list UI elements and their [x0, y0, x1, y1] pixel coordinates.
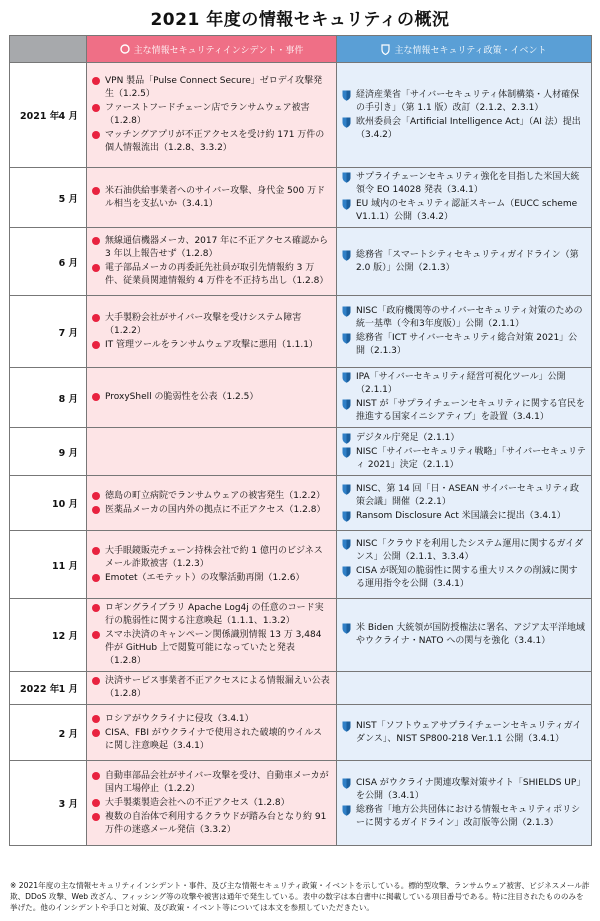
table-row	[10, 228, 592, 296]
policy-item	[342, 804, 586, 830]
header-policies-label: 主な情報セキュリティ政策・イベント	[394, 45, 547, 56]
shield-icon	[342, 447, 351, 458]
red-dot-icon	[92, 677, 100, 685]
shield-icon	[342, 721, 351, 732]
shield-icon	[342, 778, 351, 789]
red-dot-icon	[92, 799, 100, 807]
shield-icon	[342, 511, 351, 522]
incident-item	[92, 185, 331, 211]
policies-cell	[337, 672, 592, 705]
table-row	[10, 599, 592, 672]
shield-icon	[342, 250, 351, 261]
date-cell	[10, 296, 87, 368]
incident-text: 米石油供給事業者へのサイバー攻撃、身代金 500 万ドル相当を支払いか（3.4.1）	[105, 185, 326, 209]
month-label: 9 月	[58, 447, 78, 459]
red-dot-icon	[92, 77, 100, 85]
month-label: 12 月	[51, 631, 78, 642]
table-row	[10, 428, 592, 476]
incident-item	[92, 713, 331, 726]
incident-item	[92, 602, 331, 628]
table-row	[10, 761, 592, 846]
policy-text: 欧州委員会「Artificial Intelligence Act」（AI 法）提出（3.4.2）	[356, 116, 581, 140]
policy-text: 米 Biden 大統領が国防授権法に署名、アジア太平洋地域やウクライナ・NATO への関与を強化（3.4.1）	[356, 623, 585, 646]
policies-cell	[337, 599, 592, 672]
policy-item	[342, 446, 586, 472]
red-dot-icon	[92, 715, 100, 723]
incidents-cell	[87, 168, 337, 228]
year-label: 2021 年	[20, 111, 60, 122]
incident-text: ロシアがウクライナに侵攻（3.4.1）	[105, 713, 254, 724]
policy-item	[342, 538, 586, 564]
header-incidents	[87, 36, 337, 63]
red-dot-icon	[92, 264, 100, 272]
policy-text: NISC、第 14 回「日・ASEAN サイバーセキュリティ政策会議」開催（2.2.1）	[356, 484, 579, 507]
month-label: 1 月	[58, 684, 78, 695]
incidents-cell	[87, 476, 337, 531]
year-label: 2022 年	[20, 684, 60, 695]
footnote: ※ 2021年度の主な情報セキュリティインシデント・事件、及び主な情報セキュリティ政策・イベントを示している。標的型攻撃、ランサムウェア被害、ビジネスメール詐欺、DDoS 攻撃、Web 改ざん、フィッシング等の攻撃や被害は通年で発生している。表中の数字は本白書中に掲載している項目番号である。特に注目されたもののみを挙げた。他のインシデントや手口と対策、及び政策・イベント等については本文を参照していただきたい。	[10, 881, 590, 912]
shield-icon	[342, 199, 351, 210]
policy-text: NIST「ソフトウェアサプライチェーンセキュリティガイダンス」、NIST SP800-218 Ver.1.1 公開（3.4.1）	[356, 720, 582, 744]
month-label: 3 月	[58, 799, 78, 810]
date-cell	[10, 531, 87, 599]
incident-item	[92, 797, 331, 810]
shield-icon	[342, 172, 351, 183]
red-dot-icon	[92, 729, 100, 737]
policy-item	[342, 249, 586, 275]
policy-text: NISC「クラウドを利用したシステム運用に関するガイダンス」公開（2.1.1、3.3.4）	[356, 539, 584, 562]
red-dot-icon	[92, 547, 100, 555]
date-cell	[10, 672, 87, 705]
red-dot-icon	[92, 772, 100, 780]
date-cell	[10, 228, 87, 296]
red-dot-icon	[92, 492, 100, 500]
incident-item	[92, 391, 331, 404]
policy-item	[342, 371, 586, 397]
shield-icon	[342, 805, 351, 816]
policy-item	[342, 171, 586, 197]
circle-icon	[120, 44, 130, 54]
red-dot-icon	[92, 813, 100, 821]
shield-icon	[342, 484, 351, 495]
incidents-cell	[87, 599, 337, 672]
policy-text: IPA「サイバーセキュリティ経営可視化ツール」公開（2.1.1）	[356, 372, 566, 395]
incident-text: ProxyShell の脆弱性を公表（1.2.5）	[105, 392, 259, 402]
policy-text: 総務省「スマートシティセキュリティガイドライン（第 2.0 版）」公開（2.1.3）	[356, 249, 579, 273]
incident-item	[92, 129, 331, 155]
incident-text: Emotet（エモテット）の攻撃活動再開（1.2.6）	[105, 572, 305, 583]
policy-item	[342, 332, 586, 358]
shield-icon	[342, 333, 351, 344]
red-dot-icon	[92, 393, 100, 401]
policy-text: 総務省「地方公共団体における情報セキュリティポリシーに関するガイドライン」改訂版等公開（2.1.3）	[356, 804, 581, 828]
incidents-cell	[87, 705, 337, 761]
date-cell	[10, 599, 87, 672]
policies-cell	[337, 168, 592, 228]
incident-text: ファーストフードチェーン店でランサムウェア被害（1.2.8）	[105, 103, 310, 126]
policy-text: NIST が「サプライチェーンセキュリティに関する官民を推進する国家イニシアティブ」を設置（3.4.1）	[356, 399, 585, 422]
month-label: 4 月	[58, 111, 78, 122]
incident-text: 徳島の町立病院でランサムウェアの被害発生（1.2.2）	[105, 490, 326, 501]
incident-item	[92, 75, 331, 101]
table-row	[10, 368, 592, 428]
incidents-cell	[87, 761, 337, 846]
month-label: 10 月	[51, 499, 78, 510]
policy-item	[342, 198, 586, 224]
date-cell	[10, 428, 87, 476]
policies-cell	[337, 761, 592, 846]
incident-text: 無線通信機器メーカ、2017 年に不正アクセス確認から 3 年以上報告せず（1.2.8）	[105, 236, 328, 259]
policies-cell	[337, 63, 592, 168]
policy-text: EU 域内のセキュリティ認証スキーム（EUCC scheme V1.1.1）公開（3.4.2）	[356, 199, 578, 222]
policy-item	[342, 622, 586, 648]
page-title: 2021 年度の情報セキュリティの概況	[150, 10, 450, 30]
date-cell	[10, 168, 87, 228]
date-cell	[10, 761, 87, 846]
date-cell	[10, 368, 87, 428]
incident-item	[92, 811, 331, 837]
incident-text: マッチングアプリが不正アクセスを受け約 171 万件の個人情報流出（1.2.8、3.3.2）	[105, 130, 325, 153]
table-row	[10, 705, 592, 761]
overview-table	[9, 35, 592, 846]
month-label: 7 月	[58, 327, 78, 339]
table-row	[10, 531, 592, 599]
header-date-cell	[10, 36, 87, 63]
date-cell	[10, 63, 87, 168]
incidents-cell	[87, 531, 337, 599]
policy-text: Ransom Disclosure Act 米国議会に提出（3.4.1）	[356, 511, 566, 521]
policy-text: デジタル庁発足（2.1.1）	[356, 432, 460, 443]
red-dot-icon	[92, 131, 100, 139]
red-dot-icon	[92, 314, 100, 322]
red-dot-icon	[92, 237, 100, 245]
month-label: 5 月	[58, 193, 78, 205]
policy-item	[342, 510, 586, 523]
table-row	[10, 63, 592, 168]
incident-item	[92, 727, 331, 753]
policies-cell	[337, 705, 592, 761]
policies-cell	[337, 228, 592, 296]
table-row	[10, 168, 592, 228]
shield-icon	[342, 623, 351, 634]
policy-item	[342, 89, 586, 115]
table-row	[10, 296, 592, 368]
incidents-cell	[87, 296, 337, 368]
policy-item	[342, 432, 586, 445]
incidents-cell	[87, 672, 337, 705]
incident-text: 医薬品メーカの国内外の拠点に不正アクセス（1.2.8）	[105, 504, 326, 515]
incident-item	[92, 102, 331, 128]
policies-cell	[337, 296, 592, 368]
month-label: 11 月	[51, 560, 78, 572]
policies-cell	[337, 428, 592, 476]
policy-item	[342, 720, 586, 746]
table-body	[10, 63, 592, 846]
incident-text: 自動車部品会社がサイバー攻撃を受け、自動車メーカが国内工場停止（1.2.2）	[105, 770, 329, 794]
policies-cell	[337, 531, 592, 599]
policy-item	[342, 565, 586, 591]
red-dot-icon	[92, 187, 100, 195]
incident-text: 決済サービス事業者不正アクセスによる情報漏えい公表（1.2.8）	[105, 676, 330, 699]
incident-item	[92, 545, 331, 571]
shield-icon	[342, 117, 351, 128]
incident-item	[92, 490, 331, 503]
shield-icon	[342, 433, 351, 444]
policy-item	[342, 483, 586, 509]
policies-cell	[337, 368, 592, 428]
red-dot-icon	[92, 631, 100, 639]
incident-text: VPN 製品「Pulse Connect Secure」ゼロデイ攻撃発生（1.2.5）	[105, 76, 323, 99]
header-incidents-label: 主な情報セキュリティインシデント・事件	[133, 45, 304, 56]
month-label: 2 月	[58, 728, 78, 740]
policy-text: 総務省「ICT サイバーセキュリティ総合対策 2021」公開（2.1.3）	[356, 333, 578, 356]
incident-item	[92, 339, 331, 352]
policy-item	[342, 305, 586, 331]
shield-icon	[342, 566, 351, 577]
shield-icon	[342, 539, 351, 550]
incident-item	[92, 629, 331, 668]
policy-item	[342, 777, 586, 803]
incident-item	[92, 504, 331, 517]
shield-icon	[381, 44, 390, 55]
incident-item	[92, 312, 331, 338]
incidents-cell	[87, 63, 337, 168]
policies-cell	[337, 476, 592, 531]
incident-item	[92, 770, 331, 796]
red-dot-icon	[92, 506, 100, 514]
incident-text: 大手製薬製造会社への不正アクセス（1.2.8）	[105, 797, 290, 808]
policy-text: CISA が既知の脆弱性に関する重大リスクの削減に関する運用指令を公開（3.4.1）	[356, 566, 578, 589]
policy-item	[342, 398, 586, 424]
policy-text: CISA がウクライナ関連攻撃対策サイト「SHIELDS UP」を公開（3.4.1）	[356, 777, 586, 801]
red-dot-icon	[92, 104, 100, 112]
table-row	[10, 476, 592, 531]
incidents-cell	[87, 368, 337, 428]
red-dot-icon	[92, 574, 100, 582]
month-label: 6 月	[58, 257, 78, 269]
policy-text: サプライチェーンセキュリティ強化を目指した米国大統領令 EO 14028 発表（3.4.1）	[356, 172, 580, 195]
policy-text: NISC「サイバーセキュリティ戦略」「サイバーセキュリティ 2021」決定（2.1.1）	[356, 446, 586, 470]
red-dot-icon	[92, 341, 100, 349]
policy-item	[342, 116, 586, 142]
shield-icon	[342, 90, 351, 101]
date-cell	[10, 476, 87, 531]
incident-item	[92, 675, 331, 701]
policy-text: NISC「政府機関等のサイバーセキュリティ対策のための統一基準（令和3年度版）」公開（2.1.1）	[356, 306, 583, 329]
incident-text: 大手眼鏡販売チェーン持株会社で約 1 億円のビジネスメール詐欺被害（1.2.3）	[105, 545, 323, 569]
shield-icon	[342, 399, 351, 410]
incident-text: 大手製粉会社がサイバー攻撃を受けシステム障害（1.2.2）	[105, 312, 302, 336]
shield-icon	[342, 306, 351, 317]
incidents-cell	[87, 228, 337, 296]
incidents-cell	[87, 428, 337, 476]
incident-item	[92, 262, 331, 288]
incident-item	[92, 572, 331, 585]
shield-icon	[342, 372, 351, 383]
header-policies	[337, 36, 592, 63]
table-row	[10, 672, 592, 705]
red-dot-icon	[92, 604, 100, 612]
incident-text: ロギングライブラリ Apache Log4j の任意のコード実行の脆弱性に関する注意喚起（1.1.1、1.3.2）	[105, 603, 324, 626]
month-label: 8 月	[58, 393, 78, 405]
date-cell	[10, 705, 87, 761]
incident-text: スマホ決済のキャンペーン関係識別情報 13 万 3,484 件が GitHub 上で閲覧可能になっていたと発表（1.2.8）	[105, 630, 322, 666]
incident-text: 電子部品メーカの再委託先社員が取引先情報約 3 万件、従業員関連情報約 4 万件を不正持ち出し（1.2.8）	[105, 263, 329, 286]
policy-text: 経済産業省「サイバーセキュリティ体制構築・人材確保の手引き」（第 1.1 版）改訂（2.1.2、2.3.1）	[356, 89, 580, 113]
incident-text: IT 管理ツールをランサムウェア攻撃に悪用（1.1.1）	[105, 339, 318, 350]
incident-text: 複数の自治体で利用するクラウドが踏み台となり約 91 万件の迷惑メール発信（3.3.2）	[105, 811, 327, 835]
incident-text: CISA、FBI がウクライナで使用された破壊的ウイルスに関し注意喚起（3.4.1）	[105, 727, 323, 751]
incident-item	[92, 235, 331, 261]
